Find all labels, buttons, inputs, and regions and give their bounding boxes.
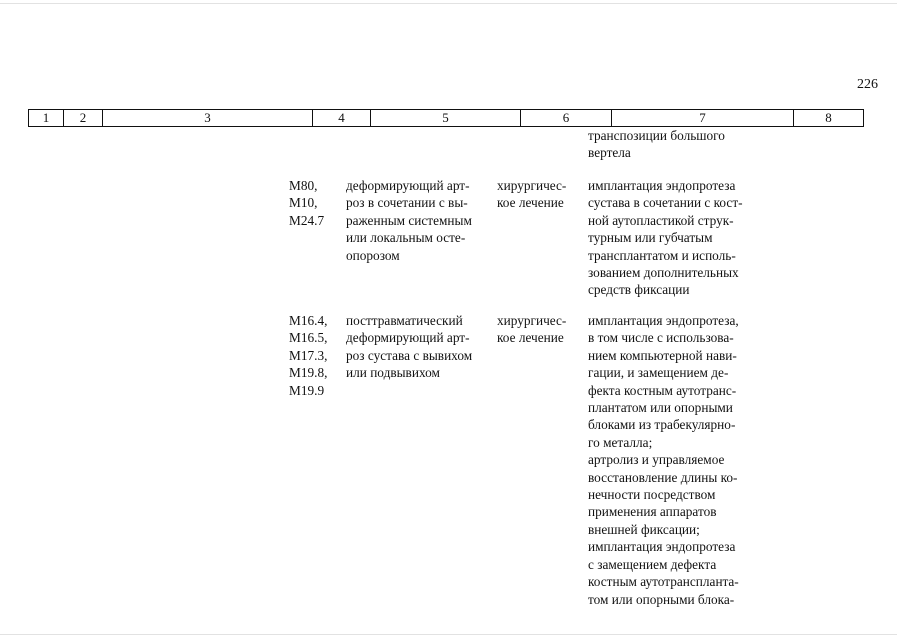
header-cell-3: 3 [103, 110, 313, 126]
header-cell-8: 8 [825, 110, 832, 125]
header-cell-5: 5 [371, 110, 521, 126]
row-2-method: имплантация эндопротеза, в том числе с использова- нием компьютерной нави- гации, и замещением де- фекта костным аутотранс- плантатом или опорными блоками из трабекулярно- го металла; артролиз и управляемое восстановление длины ко- нечности посредством применения аппаратов внешней фиксации; имплантация эндопротеза с замещением дефекта костным аутотрансплантa- том или опорными блока- [588, 313, 739, 607]
header-cell-6: 6 [521, 110, 612, 126]
row-1-method: имплантация эндопротеза сустава в сочетании с кост- ной аутопластикой струк- турным или губчатым трансплантатом и исполь- зованием дополнительных средств фиксации [588, 178, 743, 298]
row-1-disease: деформирующий арт- роз в сочетании с вы- раженным системным или локальным осте- опорозом [346, 178, 472, 263]
row-0-method: транспозиции большого вертела [588, 128, 725, 161]
row-2-codes: M16.4, M16.5, M17.3, M19.8, M19.9 [289, 313, 328, 398]
scan-edge-top [0, 3, 897, 4]
row-2-disease: посттравматический деформирующий арт- роз сустава с вывихом или подвывихом [346, 313, 473, 381]
page-number: 226 [857, 77, 878, 92]
table-header-row [28, 109, 864, 127]
header-cell-1: 1 [29, 110, 64, 126]
row-1-treatment-type: хирургичес- кое лечение [497, 178, 567, 211]
row-2-treatment-type: хирургичес- кое лечение [497, 313, 567, 346]
header-cell-4: 4 [313, 110, 371, 126]
scan-edge-bottom [0, 634, 897, 635]
header-cell-7: 7 [612, 110, 794, 126]
row-1-codes: M80, M10, M24.7 [289, 178, 325, 228]
header-cell-2: 2 [64, 110, 103, 126]
